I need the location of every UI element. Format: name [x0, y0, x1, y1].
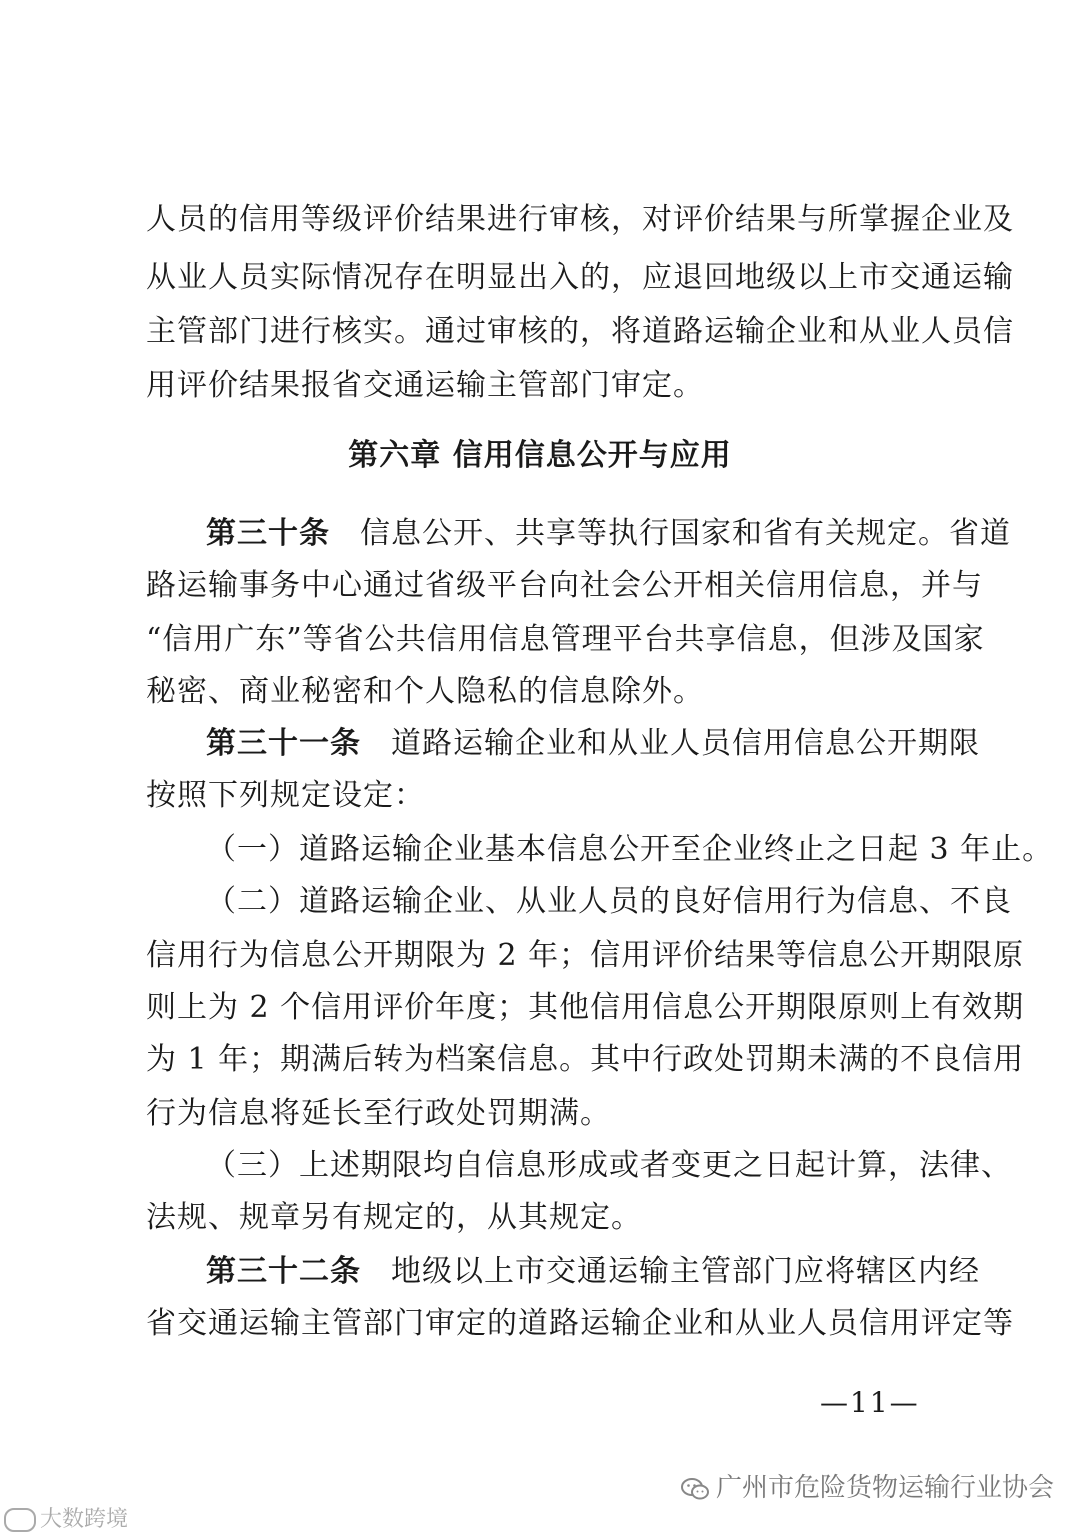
- article-30-line: 第三十条 信息公开、共享等执行国家和省有关规定。省道: [206, 516, 1011, 551]
- article-31-item-3: 法规、规章另有规定的，从其规定。: [146, 1200, 642, 1235]
- article-31-item-2: 行为信息将延长至行政处罚期满。: [146, 1096, 611, 1131]
- article-31-item-2: （二）道路运输企业、从业人员的良好信用行为信息、不良: [206, 884, 1012, 919]
- paragraph-line: 从业人员实际情况存在明显出入的，应退回地级以上市交通运输: [146, 260, 1014, 295]
- watermark-left: 大数跨境: [4, 1500, 128, 1540]
- article-30-line: 路运输事务中心通过省级平台向社会公开相关信用信息，并与: [146, 568, 983, 603]
- page-number: —11—: [820, 1386, 920, 1419]
- logo-icon: [4, 1508, 36, 1532]
- article-31-item-2: 为 1 年；期满后转为档案信息。其中行政处罚期未满的不良信用: [146, 1042, 1025, 1077]
- article-32-line: 第三十二条 地级以上市交通运输主管部门应将辖区内经: [206, 1254, 980, 1289]
- article-31-item-1: （一）道路运输企业基本信息公开至企业终止之日起 3 年止。: [206, 832, 1054, 867]
- watermark-right: 广州市危险货物运输行业协会: [680, 1468, 1054, 1508]
- article-31-item-3: （三）上述期限均自信息形成或者变更之日起计算，法律、: [206, 1148, 1012, 1183]
- article-30-line: 秘密、商业秘密和个人隐私的信息除外。: [146, 674, 704, 709]
- article-31-item-2: 则上为 2 个信用评价年度；其他信用信息公开期限原则上有效期: [146, 990, 1025, 1025]
- article-30-label: 第三十条: [206, 516, 330, 551]
- footer: [0, 1456, 1080, 1532]
- paragraph-line: 用评价结果报省交通运输主管部门审定。: [146, 368, 704, 403]
- article-31-item-2: 信用行为信息公开期限为 2 年；信用评价结果等信息公开期限原: [146, 938, 1025, 973]
- paragraph-line: 主管部门进行核实。通过审核的，将道路运输企业和从业人员信: [146, 314, 1014, 349]
- article-31-line: 第三十一条 道路运输企业和从业人员信用信息公开期限: [206, 726, 980, 761]
- article-31-label: 第三十一条: [206, 726, 361, 761]
- wechat-icon: [680, 1476, 710, 1502]
- article-30-line: “信用广东”等省公共信用信息管理平台共享信息，但涉及国家: [146, 622, 985, 657]
- article-31-line: 按照下列规定设定：: [146, 778, 425, 813]
- paragraph-line: 人员的信用等级评价结果进行审核，对评价结果与所掌握企业及: [146, 202, 1014, 237]
- article-32-line: 省交通运输主管部门审定的道路运输企业和从业人员信用评定等: [146, 1306, 1014, 1341]
- article-32-label: 第三十二条: [206, 1254, 361, 1289]
- chapter-title: 第六章 信用信息公开与应用: [348, 438, 732, 473]
